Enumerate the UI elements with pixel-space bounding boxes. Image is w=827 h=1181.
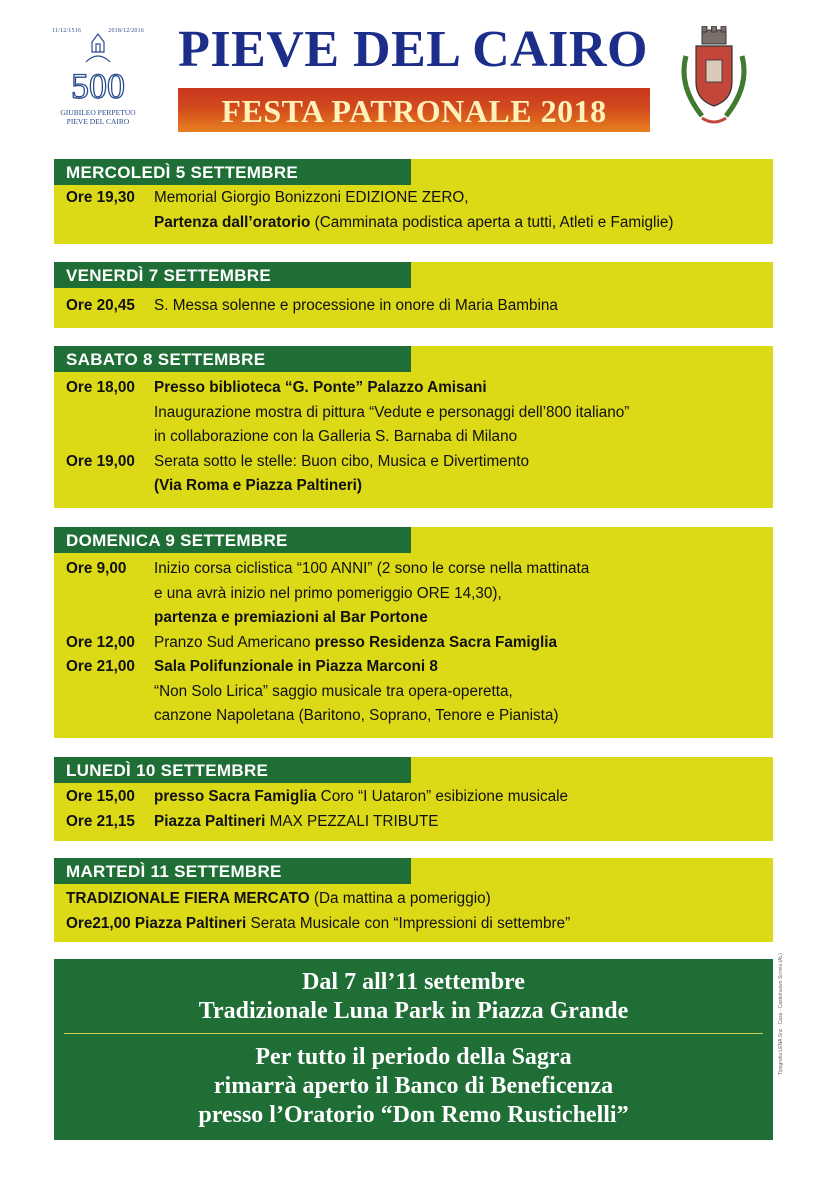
day-title: SABATO 8 SETTEMBRE <box>54 346 411 372</box>
event-row <box>54 704 773 729</box>
event-text: Serata Musicale con “Impressioni di settembre” <box>246 914 571 932</box>
event-text: Pranzo Sud Americano <box>154 633 315 651</box>
event-time: Ore 18,00 <box>66 379 135 396</box>
event-bold-text: Sala Polifunzionale in Piazza Marconi 8 <box>154 658 438 675</box>
event-text: Coro “I Uataron” esibizione musicale <box>316 788 569 805</box>
event-bold-text: Partenza dall’oratorio <box>154 213 311 231</box>
day-block-sabato <box>54 346 773 508</box>
event-text: Memorial Giorgio Bonizzoni EDIZIONE ZERO, <box>154 189 469 206</box>
day-title: LUNEDÌ 10 SETTEMBRE <box>54 757 411 783</box>
event-time: Ore 12,00 <box>66 633 135 651</box>
event-text-group <box>154 631 557 656</box>
event-time: Ore 15,00 <box>66 788 135 805</box>
event-bold-text: (Via Roma e Piazza Paltineri) <box>154 477 363 494</box>
notice-line-dates: Dal 7 all’11 settembre <box>302 969 525 995</box>
event-text: e una avrà inizio nel primo pomeriggio ORE 14,30), <box>154 584 502 602</box>
event-row <box>54 912 773 937</box>
event-text-group <box>66 887 491 912</box>
day-title: VENERDÌ 7 SETTEMBRE <box>54 262 411 288</box>
event-row <box>54 582 773 607</box>
event-text-group <box>154 211 673 236</box>
page-title: PIEVE DEL CAIRO <box>178 21 648 78</box>
event-bold-text: presso Sacra Famiglia <box>154 788 317 805</box>
festival-banner: FESTA PATRONALE 2018 <box>178 88 650 132</box>
event-time: Ore 19,00 <box>66 452 135 470</box>
jubilee-logo <box>52 22 144 134</box>
event-text: canzone Napoletana (Baritono, Soprano, Tenore e Pianista) <box>154 707 559 724</box>
event-row <box>54 401 773 426</box>
event-row <box>54 450 773 475</box>
event-row <box>54 606 773 631</box>
event-row <box>54 680 773 705</box>
event-bold-text: Presso biblioteca “G. Ponte” Palazzo Amisani <box>154 379 487 396</box>
event-text-group <box>154 785 568 810</box>
logo-number: 500 <box>71 66 125 104</box>
event-row <box>54 631 773 656</box>
notice-line-banco: rimarrà aperto il Banco di Beneficenza <box>213 1073 614 1099</box>
logo-year-right: 2018/12/2016 <box>108 28 144 34</box>
notice-divider <box>64 1033 763 1034</box>
event-row <box>54 186 773 211</box>
day-block-domenica <box>54 527 773 738</box>
event-text: Inaugurazione mostra di pittura “Vedute e personaggi dell’800 italiano” <box>154 403 630 421</box>
event-text: (Da mattina a pomeriggio) <box>309 890 491 907</box>
day-title: MARTEDÌ 11 SETTEMBRE <box>54 858 411 884</box>
crest-crown-icon <box>702 26 726 44</box>
notice-line-oratorio: presso l’Oratorio “Don Remo Rustichelli” <box>198 1102 629 1128</box>
event-text: “Non Solo Lirica” saggio musicale tra opera-operetta, <box>154 682 513 700</box>
event-bold-text: partenza e premiazioni al Bar Portone <box>154 609 428 626</box>
event-row <box>54 785 773 810</box>
notice-line-sagra: Per tutto il periodo della Sagra <box>255 1044 572 1070</box>
printer-credit: Tipografia LENA Snc · Casa · Castelnuovo Scrivia (AL) <box>778 953 784 1075</box>
event-row <box>54 425 773 450</box>
event-text: Inizio corsa ciclistica “100 ANNI” (2 sono le corse nella mattinata <box>154 560 590 577</box>
town-crest-icon <box>672 26 756 136</box>
day-block-lunedi <box>54 757 773 841</box>
event-row <box>54 474 773 499</box>
logo-caption-2: PIEVE DEL CAIRO <box>66 117 130 126</box>
event-time: Ore 19,30 <box>66 189 135 206</box>
header <box>0 0 827 150</box>
day-block-mercoledi <box>54 159 773 244</box>
event-text-group <box>66 912 570 937</box>
event-time: Ore 21,15 <box>66 812 135 830</box>
logo-year-left: 11/12/1516 <box>52 28 82 34</box>
event-row <box>54 810 773 835</box>
event-bold-text: Piazza Paltineri <box>154 812 266 830</box>
event-row <box>54 376 773 401</box>
event-bold-text: Ore21,00 Piazza Paltineri <box>66 914 247 932</box>
event-text: in collaborazione con la Galleria S. Barnaba di Milano <box>154 428 518 445</box>
event-row <box>54 294 773 319</box>
day-title: MERCOLEDÌ 5 SETTEMBRE <box>54 159 411 185</box>
event-text: (Camminata podistica aperta a tutti, Atleti e Famiglie) <box>310 213 674 231</box>
day-title: DOMENICA 9 SETTEMBRE <box>54 527 411 553</box>
jubilee-emblem-icon <box>52 22 144 104</box>
day-block-martedi <box>54 858 773 942</box>
event-row <box>54 655 773 680</box>
luna-park-notice <box>54 959 773 1140</box>
event-text-group <box>154 810 439 835</box>
event-time: Ore 20,45 <box>66 297 135 314</box>
event-row <box>54 557 773 582</box>
event-time: Ore 9,00 <box>66 560 127 577</box>
logo-caption-1: GIUBILEO PERPETUO <box>60 108 136 117</box>
event-row <box>54 211 773 236</box>
event-time: Ore 21,00 <box>66 658 135 675</box>
event-text: Serata sotto le stelle: Buon cibo, Musica e Divertimento <box>154 452 529 470</box>
event-row <box>54 887 773 912</box>
event-bold-text: TRADIZIONALE FIERA MERCATO <box>66 890 310 907</box>
notice-line-luna-park: Tradizionale Luna Park in Piazza Grande <box>198 998 629 1024</box>
event-bold-text: presso Residenza Sacra Famiglia <box>314 633 558 651</box>
day-block-venerdi <box>54 262 773 328</box>
event-text: S. Messa solenne e processione in onore di Maria Bambina <box>154 297 558 314</box>
event-text: MAX PEZZALI TRIBUTE <box>265 812 439 830</box>
